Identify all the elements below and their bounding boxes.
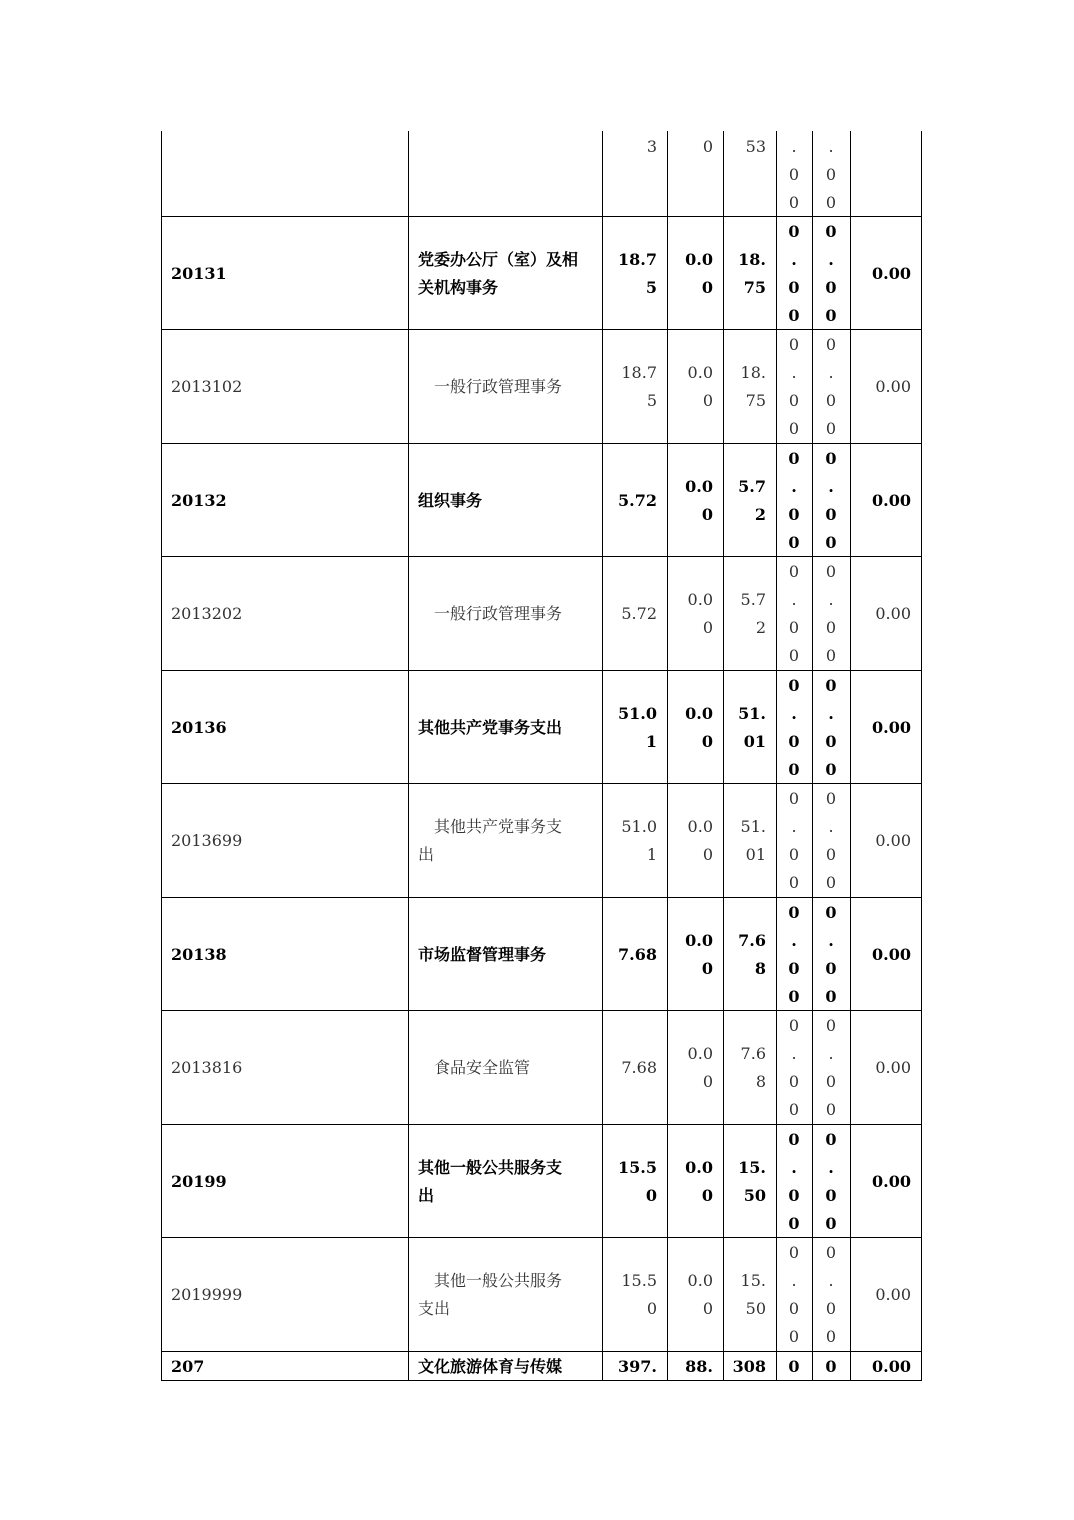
row-project-line: 75: [743, 277, 766, 297]
row-basic-line: 0: [701, 958, 713, 978]
row-project-line: 18.: [740, 363, 766, 382]
row-basic-line: 0: [701, 277, 713, 297]
row-col6: [812, 1012, 850, 1124]
row-total: [602, 941, 657, 969]
row-total-line: 0: [646, 1299, 657, 1318]
row-name: [418, 1267, 602, 1323]
row-total-line: 51.0: [618, 703, 657, 723]
row-project-line: 7.6: [740, 1044, 766, 1063]
row-total-line: 51.0: [621, 817, 657, 836]
row-basic-line: 0.0: [685, 703, 713, 723]
row-total: [602, 359, 657, 415]
row-code: 20132: [171, 490, 227, 510]
row-col5-line: 0: [788, 958, 800, 978]
row-name: [418, 813, 602, 869]
row-col7-line: 0.00: [875, 1058, 911, 1077]
row-col7-line: 0.00: [872, 944, 911, 964]
row-project: [723, 813, 766, 869]
row-project-line: 308: [732, 1356, 766, 1376]
row-col6-line: 0: [825, 562, 837, 581]
row-col7: [850, 827, 911, 855]
row-col7: [850, 941, 911, 969]
row-col7: [850, 373, 911, 401]
row-col7-line: 0.00: [872, 1356, 911, 1376]
table-vertical-rule: [408, 131, 409, 1381]
row-col6-line: 0: [825, 958, 837, 978]
row-col5: [776, 1239, 812, 1351]
row-project: [723, 1353, 766, 1381]
row-project-line: 15.: [740, 1271, 766, 1290]
row-name-line: 其他共产党事务支: [418, 817, 563, 836]
row-project-line: 75: [745, 391, 766, 410]
row-col6-line: 0: [825, 902, 837, 922]
row-name: [418, 600, 602, 628]
row-basic-line: 0: [701, 504, 713, 524]
row-project-line: 51.: [740, 817, 766, 836]
row-col5-line: 0: [788, 277, 800, 297]
row-col5-line: 0: [788, 1243, 800, 1262]
row-col7: [850, 1054, 911, 1082]
row-col6-line: 0: [825, 221, 837, 241]
row-code: 207: [171, 1356, 205, 1376]
row-total: [602, 1267, 657, 1323]
row-code: 20138: [171, 944, 227, 964]
row-basic: [667, 1353, 713, 1381]
row-basic-line: 0.0: [687, 1044, 713, 1063]
row-col6-line: 0: [825, 759, 837, 779]
row-col6-line: 0: [825, 1185, 837, 1205]
row-code: 20131: [171, 263, 227, 283]
row-project: [723, 473, 766, 529]
row-col6-line: 0: [825, 532, 837, 552]
row-name-line: 食品安全监管: [418, 1058, 531, 1077]
row-col6-line: 0: [825, 277, 837, 297]
row-basic-line: 0: [702, 391, 713, 410]
row-col6-line: 0: [825, 1016, 837, 1035]
row-col7-line: 0.00: [875, 377, 911, 396]
row-name-line: 文化旅游体育与传媒: [418, 1356, 563, 1376]
row-basic: [667, 927, 713, 983]
row-code: 2013102: [171, 377, 243, 396]
fragment-project: [723, 133, 766, 161]
row-total: [602, 1054, 657, 1082]
row-basic: [667, 1040, 713, 1096]
row-name-line: 党委办公厅（室）及相: [418, 249, 579, 269]
row-basic-line: 0.0: [687, 590, 713, 609]
row-project-line: 50: [745, 1299, 766, 1318]
row-project: [723, 1267, 766, 1323]
row-name-line: 支出: [418, 1299, 451, 1318]
row-col6-line: 0: [825, 675, 837, 695]
row-col6-line: 0: [825, 845, 837, 864]
row-col5-line: 0: [788, 731, 800, 751]
table-vertical-rule: [921, 131, 922, 1381]
row-basic: [667, 586, 713, 642]
row-col6-line: .: [828, 249, 834, 269]
row-project: [723, 1154, 766, 1210]
row-col6-line: .: [828, 590, 834, 609]
row-col7-line: 0.00: [875, 1285, 911, 1304]
row-name-line: 组织事务: [418, 490, 483, 510]
row-col5-line: .: [791, 249, 797, 269]
row-basic: [667, 700, 713, 756]
fragment-project-line: 53: [745, 137, 766, 156]
fragment-col6-line: 0: [825, 165, 837, 184]
row-name-line: 一般行政管理事务: [418, 377, 563, 396]
row-col5-line: 0: [788, 504, 800, 524]
row-col5-line: 0: [788, 845, 800, 864]
fragment-total-line: 3: [646, 137, 657, 156]
row-col5-line: .: [791, 590, 797, 609]
row-col5-line: 0: [788, 221, 800, 241]
row-col6: [812, 218, 850, 330]
fragment-col6-line: .: [828, 137, 834, 156]
row-col6-line: 0: [825, 305, 837, 325]
row-col6-line: 0: [825, 419, 837, 438]
fragment-col5-line: .: [791, 137, 797, 156]
row-col6: [812, 1126, 850, 1238]
row-name: [418, 714, 602, 742]
row-col5: [776, 445, 812, 557]
row-basic-line: 0: [701, 731, 713, 751]
row-project: [723, 359, 766, 415]
fragment-col6: [812, 133, 850, 217]
row-col5-line: .: [791, 476, 797, 496]
row-project-line: 5.7: [740, 590, 766, 609]
row-col5-line: 0: [788, 532, 800, 552]
row-col7-line: 0.00: [872, 717, 911, 737]
row-col6-line: 0: [825, 1356, 837, 1376]
row-basic: [667, 246, 713, 302]
row-col6-line: .: [828, 817, 834, 836]
row-col5: [776, 1012, 812, 1124]
row-col5: [776, 899, 812, 1011]
row-col6-line: 0: [825, 1299, 837, 1318]
row-col5-line: .: [791, 817, 797, 836]
row-col5-line: 0: [788, 1327, 800, 1346]
row-name-line: 出: [418, 1185, 435, 1205]
row-total: [602, 1154, 657, 1210]
row-name-line: 其他共产党事务支出: [418, 717, 563, 737]
row-total-line: 1: [645, 731, 657, 751]
row-col6-line: 0: [825, 1129, 837, 1149]
row-total-line: 5.72: [618, 490, 657, 510]
row-col5-line: 0: [788, 986, 800, 1006]
row-total-line: 5.72: [621, 604, 657, 623]
row-col5-line: 0: [788, 1072, 800, 1091]
row-name: [418, 487, 602, 515]
row-basic: [667, 473, 713, 529]
row-col5-line: .: [791, 930, 797, 950]
row-basic: [667, 1154, 713, 1210]
row-project-line: 15.: [738, 1157, 766, 1177]
row-total-line: 7.68: [621, 1058, 657, 1077]
row-name-line: 其他一般公共服务支: [418, 1157, 563, 1177]
row-col5-line: 0: [788, 618, 800, 637]
row-col5-line: 0: [788, 675, 800, 695]
row-code: 2013202: [171, 604, 243, 623]
row-total-line: 18.7: [621, 363, 657, 382]
row-col5: [776, 785, 812, 897]
row-col5-line: 0: [788, 419, 800, 438]
row-basic: [667, 1267, 713, 1323]
row-col6-line: 0: [825, 986, 837, 1006]
fragment-col5-line: 0: [788, 193, 800, 212]
row-name: [418, 246, 602, 302]
row-col6-line: .: [828, 703, 834, 723]
row-col5-line: 0: [788, 448, 800, 468]
row-col5: [776, 331, 812, 443]
row-total-line: 5: [646, 391, 657, 410]
row-basic-line: 0.0: [685, 1157, 713, 1177]
row-project-line: 51.: [738, 703, 766, 723]
row-col6-line: 0: [825, 1213, 837, 1233]
row-col7: [850, 1353, 911, 1381]
row-basic-line: 88.: [685, 1356, 713, 1376]
row-col7-line: 0.00: [872, 263, 911, 283]
row-col6-line: .: [828, 1157, 834, 1177]
row-col5: [776, 1353, 812, 1381]
row-basic-line: 0: [701, 1185, 713, 1205]
row-basic-line: 0: [702, 1072, 713, 1091]
row-basic: [667, 359, 713, 415]
row-col6-line: 0: [825, 873, 837, 892]
row-col5-line: 0: [788, 789, 800, 808]
row-code: 2013816: [171, 1058, 243, 1077]
row-col7-line: 0.00: [875, 604, 911, 623]
row-project: [723, 586, 766, 642]
row-project-line: 01: [743, 731, 766, 751]
row-col5-line: .: [791, 703, 797, 723]
row-col7: [850, 600, 911, 628]
row-name: [418, 1054, 602, 1082]
row-basic-line: 0.0: [685, 476, 713, 496]
row-col6-line: 0: [825, 731, 837, 751]
row-col6: [812, 1353, 850, 1381]
row-col5-line: 0: [788, 1100, 800, 1119]
row-total-line: 7.68: [618, 944, 657, 964]
row-col5-line: 0: [788, 1129, 800, 1149]
row-total-line: 15.5: [621, 1271, 657, 1290]
fragment-total: [602, 133, 657, 161]
row-col5: [776, 558, 812, 670]
row-col6-line: 0: [825, 1072, 837, 1091]
row-col6-line: 0: [825, 504, 837, 524]
row-col6: [812, 899, 850, 1011]
row-col5-line: .: [791, 1157, 797, 1177]
row-project-line: 01: [745, 845, 766, 864]
row-code: 20199: [171, 1171, 227, 1191]
row-total: [602, 487, 657, 515]
row-col5-line: 0: [788, 391, 800, 410]
row-col7: [850, 714, 911, 742]
row-col7: [850, 1168, 911, 1196]
row-total-line: 1: [646, 845, 657, 864]
row-code: 2019999: [171, 1285, 243, 1304]
fragment-basic: [667, 133, 713, 161]
row-name-line: 出: [418, 845, 435, 864]
row-total-line: 15.5: [618, 1157, 657, 1177]
row-col5-line: .: [791, 1044, 797, 1063]
row-col5-line: 0: [788, 1016, 800, 1035]
row-col6-line: .: [828, 1271, 834, 1290]
row-project: [723, 246, 766, 302]
row-col7: [850, 487, 911, 515]
row-total-line: 0: [645, 1185, 657, 1205]
row-name-line: 其他一般公共服务: [418, 1271, 563, 1290]
fragment-col5-line: 0: [788, 165, 800, 184]
fragment-basic-line: 0: [702, 137, 713, 156]
row-basic: [667, 813, 713, 869]
row-col5-line: .: [791, 1271, 797, 1290]
row-project-line: 50: [743, 1185, 766, 1205]
row-total: [602, 1353, 657, 1381]
row-basic-line: 0.0: [685, 930, 713, 950]
row-project-line: 5.7: [738, 476, 766, 496]
row-total-line: 397.: [618, 1356, 657, 1376]
row-col7: [850, 1281, 911, 1309]
row-col6-line: 0: [825, 1100, 837, 1119]
row-col6: [812, 1239, 850, 1351]
row-col6-line: .: [828, 930, 834, 950]
row-col7-line: 0.00: [872, 490, 911, 510]
row-project-line: 8: [755, 1072, 766, 1091]
row-name-line: 关机构事务: [418, 277, 499, 297]
table-vertical-rule: [161, 131, 162, 1381]
row-col6: [812, 445, 850, 557]
row-project: [723, 927, 766, 983]
row-project: [723, 1040, 766, 1096]
row-basic-line: 0.0: [687, 363, 713, 382]
row-col5-line: 0: [788, 305, 800, 325]
row-total: [602, 813, 657, 869]
row-col6-line: 0: [825, 335, 837, 354]
row-basic-line: 0.0: [685, 249, 713, 269]
row-total-line: 5: [645, 277, 657, 297]
row-project-line: 8: [754, 958, 766, 978]
row-col6-line: 0: [825, 448, 837, 468]
row-col6: [812, 672, 850, 784]
row-code: 2013699: [171, 831, 243, 850]
row-basic-line: 0: [702, 1299, 713, 1318]
row-col6-line: 0: [825, 391, 837, 410]
row-total: [602, 700, 657, 756]
row-total: [602, 246, 657, 302]
row-name-line: 一般行政管理事务: [418, 604, 563, 623]
row-col6-line: 0: [825, 1327, 837, 1346]
row-project-line: 7.6: [738, 930, 766, 950]
row-name: [418, 1353, 602, 1381]
row-col5-line: 0: [788, 646, 800, 665]
row-project-line: 2: [754, 504, 766, 524]
row-col5: [776, 1126, 812, 1238]
row-col6: [812, 331, 850, 443]
row-col6-line: .: [828, 1044, 834, 1063]
row-col5-line: 0: [788, 1299, 800, 1318]
row-col6-line: .: [828, 363, 834, 382]
fragment-col6-line: 0: [825, 193, 837, 212]
row-project: [723, 700, 766, 756]
row-project-line: 2: [755, 618, 766, 637]
row-col6-line: 0: [825, 646, 837, 665]
row-basic-line: 0: [702, 618, 713, 637]
row-col6-line: .: [828, 476, 834, 496]
row-project-line: 18.: [738, 249, 766, 269]
row-basic-line: 0: [702, 845, 713, 864]
row-total: [602, 600, 657, 628]
row-name: [418, 941, 602, 969]
row-col5-line: 0: [788, 335, 800, 354]
row-basic-line: 0.0: [687, 1271, 713, 1290]
row-total-line: 18.7: [618, 249, 657, 269]
row-col7-line: 0.00: [872, 1171, 911, 1191]
row-col5-line: .: [791, 363, 797, 382]
row-col7: [850, 260, 911, 288]
row-col6-line: 0: [825, 618, 837, 637]
fragment-col5: [776, 133, 812, 217]
row-col5-line: 0: [788, 562, 800, 581]
row-col5: [776, 672, 812, 784]
row-col5-line: 0: [788, 1185, 800, 1205]
row-name-line: 市场监督管理事务: [418, 944, 547, 964]
row-col5-line: 0: [788, 902, 800, 922]
row-col5-line: 0: [788, 1213, 800, 1233]
row-col5-line: 0: [788, 873, 800, 892]
row-basic-line: 0.0: [687, 817, 713, 836]
row-col6: [812, 785, 850, 897]
row-col7-line: 0.00: [875, 831, 911, 850]
row-code: 20136: [171, 717, 227, 737]
row-col6: [812, 558, 850, 670]
row-name: [418, 1154, 602, 1210]
row-name: [418, 373, 602, 401]
row-col5-line: 0: [788, 759, 800, 779]
row-col5: [776, 218, 812, 330]
row-col5-line: 0: [788, 1356, 800, 1376]
row-col6-line: 0: [825, 789, 837, 808]
row-col6-line: 0: [825, 1243, 837, 1262]
